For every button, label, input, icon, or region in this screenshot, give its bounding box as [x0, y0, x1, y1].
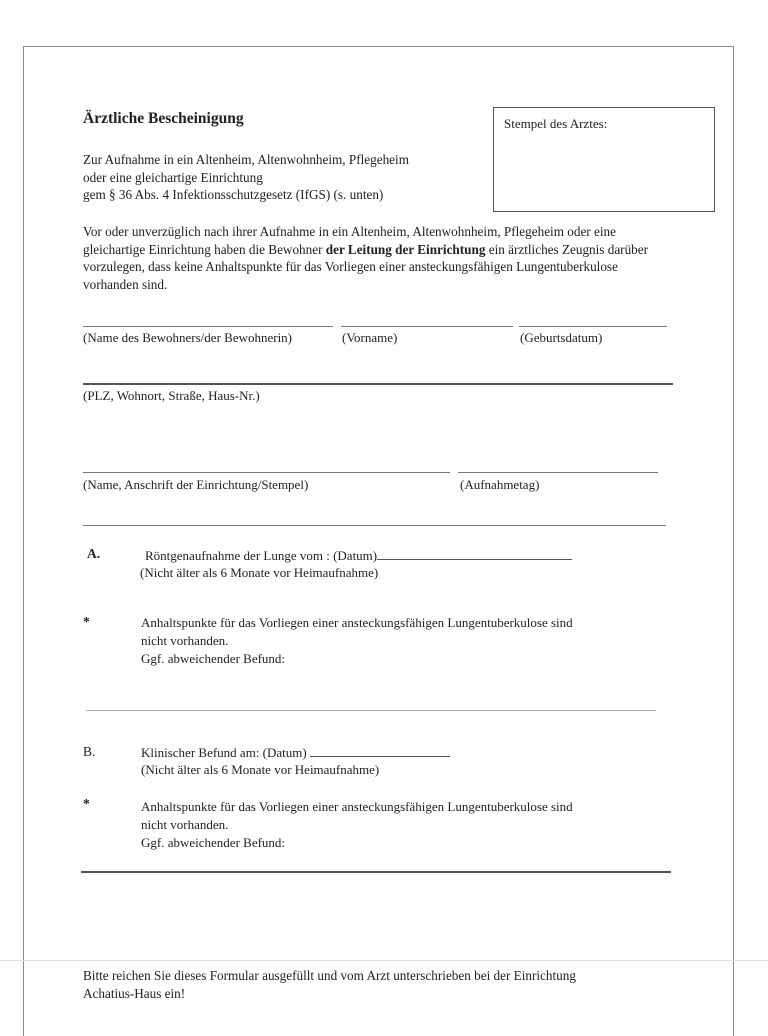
section-a-finding-2: nicht vorhanden. — [141, 633, 229, 648]
section-a-age-note: (Nicht älter als 6 Monate vor Heimaufnahme) — [140, 565, 379, 580]
name-field-line[interactable] — [83, 326, 333, 327]
section-divider — [83, 525, 666, 526]
section-b-star: * — [83, 796, 90, 811]
footer-note — [83, 967, 703, 1002]
einrichtung-field-line[interactable] — [83, 472, 450, 473]
section-b-finding-2: nicht vorhanden. — [141, 817, 229, 832]
vorname-field-line[interactable] — [341, 326, 513, 327]
section-b-age-note: (Nicht älter als 6 Monate vor Heimaufnahme) — [141, 762, 380, 777]
vorname-label: (Vorname) — [342, 330, 398, 345]
paragraph-bold: der Leitung der Einrichtung — [325, 241, 486, 257]
paragraph-text-2: ein ärztliches Zeugnis darüber vorzulegen, dass keine Anhaltspunkte für das Vorliegen einer ansteckungsfähigen Lungentuberkulose vorhanden sind. — [83, 241, 648, 292]
stamp-label: Stempel des Arztes: — [504, 116, 608, 131]
page-title: Ärztliche Bescheinigung — [83, 110, 244, 127]
section-a-finding-3: Ggf. abweichender Befund: — [141, 651, 286, 666]
paragraph-text-1: Vor oder unverzüglich nach ihrer Aufnahme in ein Altenheim, Altenwohnheim, Pflegeheim oder eine gleichartige Einrichtung haben die Bewohner — [83, 224, 616, 257]
section-a-xray-text: Röntgenaufnahme der Lunge vom : (Datum) — [145, 548, 378, 563]
section-a-date-field[interactable] — [377, 547, 572, 560]
geburtsdatum-label: (Geburtsdatum) — [520, 330, 603, 345]
intro-text — [83, 151, 483, 204]
section-a-xray-label — [145, 547, 572, 564]
section-b-finding-line[interactable] — [81, 871, 671, 873]
section-b-clinical-label — [141, 744, 450, 761]
section-b-date-field[interactable] — [310, 744, 450, 757]
einrichtung-label: (Name, Anschrift der Einrichtung/Stempel) — [83, 477, 309, 492]
address-label: (PLZ, Wohnort, Straße, Haus-Nr.) — [83, 388, 260, 403]
aufnahmetag-field-line[interactable] — [458, 472, 658, 473]
footer-line-1: Bitte reichen Sie dieses Formular ausgefüllt und vom Arzt unterschrieben bei der Einrichtung — [83, 968, 576, 983]
instruction-paragraph — [83, 223, 673, 293]
section-b-finding-3: Ggf. abweichender Befund: — [141, 835, 286, 850]
section-b-clinical-text: Klinischer Befund am: (Datum) — [141, 745, 307, 760]
section-a-finding-1: Anhaltspunkte für das Vorliegen einer ansteckungsfähigen Lungentuberkulose sind — [141, 615, 573, 630]
section-b-marker: B. — [83, 744, 96, 759]
section-b-finding-1: Anhaltspunkte für das Vorliegen einer ansteckungsfähigen Lungentuberkulose sind — [141, 799, 573, 814]
section-a-star: * — [83, 614, 90, 629]
geburtsdatum-field-line[interactable] — [519, 326, 667, 327]
intro-line-2: oder eine gleichartige Einrichtung — [83, 169, 263, 185]
address-field-line[interactable] — [83, 383, 673, 385]
section-a-finding-line[interactable] — [86, 710, 656, 711]
doctor-stamp-box — [493, 107, 715, 212]
section-a-marker: A. — [87, 546, 101, 561]
intro-line-1: Zur Aufnahme in ein Altenheim, Altenwohnheim, Pflegeheim — [83, 152, 409, 167]
footer-line-2: Achatius-Haus ein! — [83, 985, 186, 1001]
aufnahmetag-label: (Aufnahmetag) — [460, 477, 540, 492]
name-label: (Name des Bewohners/der Bewohnerin) — [83, 330, 293, 345]
intro-line-3: gem § 36 Abs. 4 Infektionsschutzgesetz (IfGS) (s. unten) — [83, 187, 384, 202]
scan-artifact-line — [0, 960, 768, 961]
